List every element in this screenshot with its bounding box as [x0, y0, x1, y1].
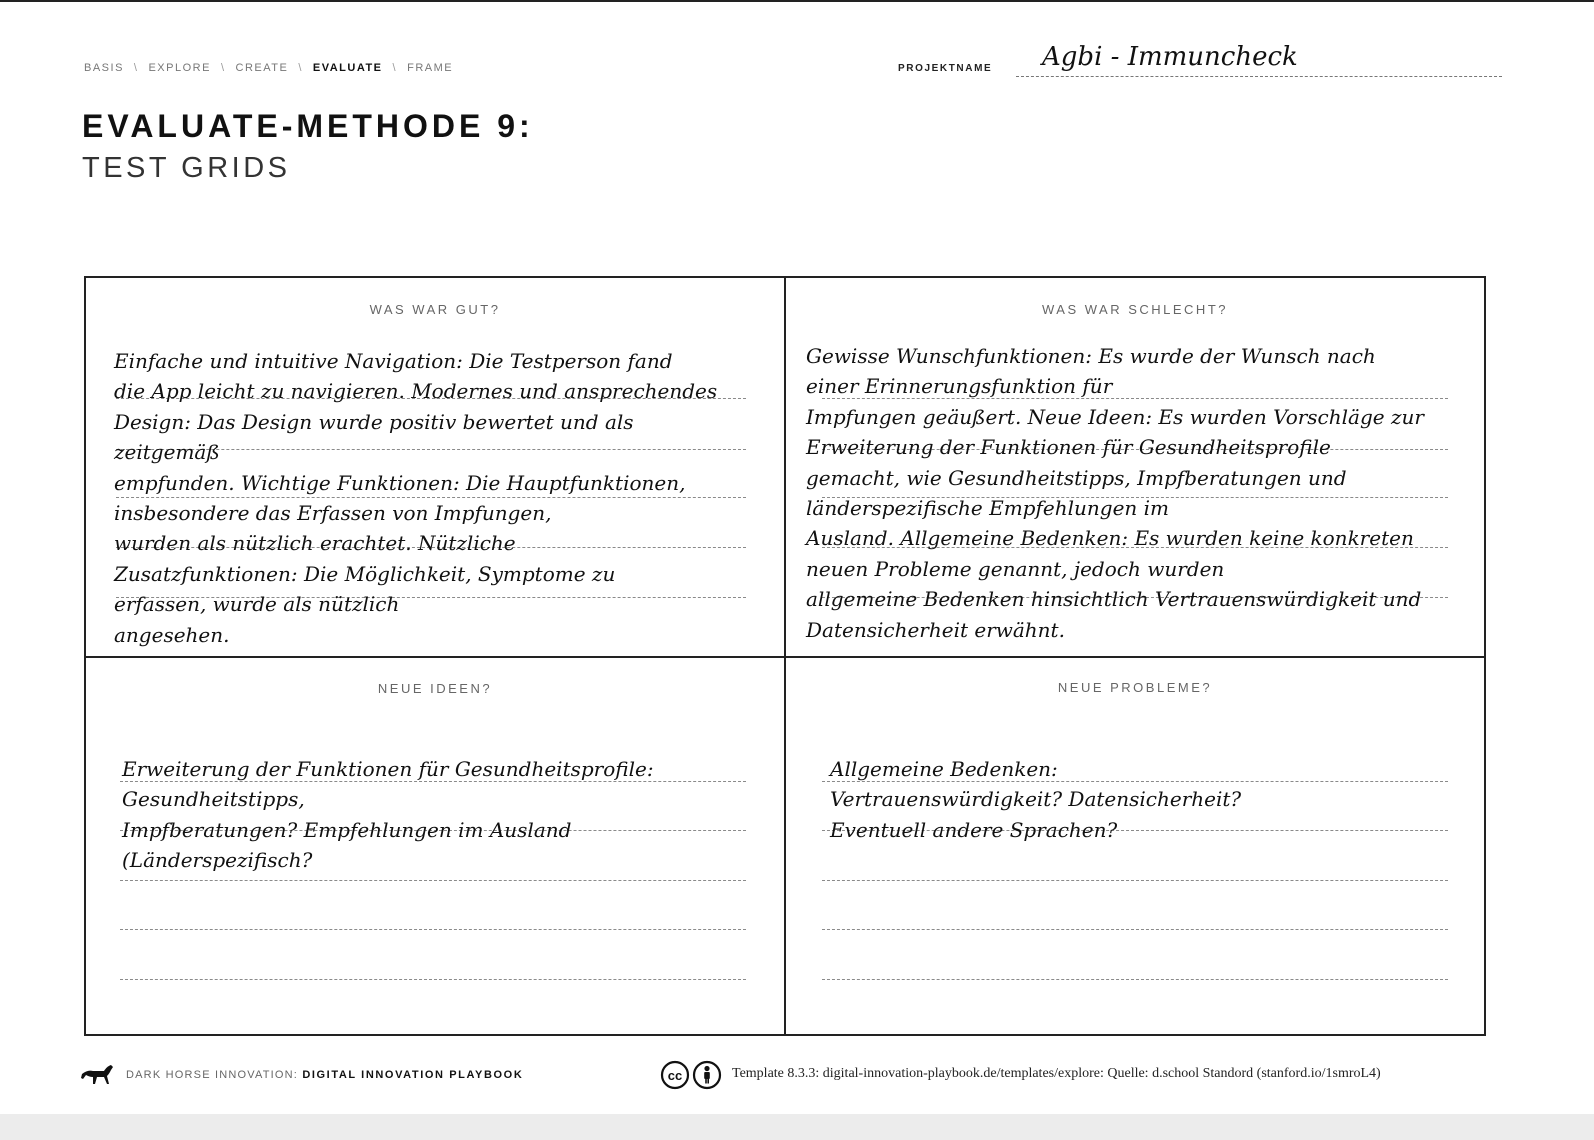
- project-name-line: [1016, 76, 1502, 77]
- breadcrumb-basis[interactable]: BASIS: [84, 62, 124, 74]
- writing-line: [120, 880, 746, 881]
- breadcrumb-create[interactable]: CREATE: [235, 62, 289, 74]
- quadrant-good-label: WAS WAR GUT?: [369, 302, 501, 317]
- breadcrumb-separator: \: [220, 62, 226, 74]
- svg-text:cc: cc: [667, 1068, 683, 1083]
- writing-line: [120, 979, 746, 980]
- breadcrumb-separator: \: [133, 62, 139, 74]
- creative-commons-icon: [660, 1060, 724, 1090]
- page-subtitle: TEST GRIDS: [82, 152, 291, 184]
- footer-brand: [126, 1069, 523, 1081]
- top-border: [0, 0, 1594, 2]
- breadcrumb-explore[interactable]: EXPLORE: [148, 62, 211, 74]
- breadcrumb-frame[interactable]: FRAME: [407, 62, 454, 74]
- footer-template-source: Template 8.3.3: digital-innovation-playbook.de/templates/explore: Quelle: d.school Standord (stanford.io/1smroL4): [732, 1066, 1381, 1081]
- breadcrumb: [84, 62, 453, 74]
- project-name-label: PROJEKTNAME: [898, 63, 993, 74]
- quadrant-problems-text[interactable]: Allgemeine Bedenken: Vertrauenswürdigkeit? Datensicherheit? Eventuell andere Sprachen?: [830, 757, 1242, 842]
- breadcrumb-separator: \: [298, 62, 303, 74]
- quadrant-good-text[interactable]: Einfache und intuitive Navigation: Die Testperson fand die App leicht zu navigieren. Modernes und ansprechendes Design: Das Design wurde positiv bewertet und als zeitgemäß empfunden. Wichtige Funktionen: Die Hauptfunktionen, insbesondere das Erfassen von Impfungen, wurden als nützlich erachtet. Nützliche Zusatzfunktionen: Die Möglichkeit, Symptome zu erfassen, wurde als nützlich angesehen.: [114, 349, 718, 647]
- writing-line: [822, 929, 1448, 930]
- quadrant-problems-label: NEUE PROBLEME?: [1057, 680, 1213, 695]
- page-title: EVALUATE-METHODE 9:: [82, 108, 534, 144]
- quadrant-bad-label: WAS WAR SCHLECHT?: [1042, 302, 1228, 317]
- breadcrumb-separator: \: [392, 62, 398, 74]
- bottom-strip: [0, 1114, 1594, 1140]
- breadcrumb-evaluate[interactable]: EVALUATE: [312, 62, 383, 74]
- writing-line: [822, 979, 1448, 980]
- writing-line: [822, 880, 1448, 881]
- quadrant-ideas-label: NEUE IDEEN?: [377, 681, 493, 696]
- quadrant-bad-text[interactable]: Gewisse Wunschfunktionen: Es wurde der Wunsch nach einer Erinnerungsfunktion für Impfungen geäußert. Neue Ideen: Es wurden Vorschläge zur Erweiterung der Funktionen für Gesundheitsprofile gemacht, wie Gesundheitstipps, Impfberatungen und länderspezifische Empfehlungen im Ausland. Allgemeine Bedenken: Es wurden keine konkreten neuen Probleme genannt, jedoch wurden allgemeine Bedenken hinsichtlich Vertrauenswürdigkeit und Datensicherheit erwähnt.: [806, 344, 1424, 642]
- project-name-field[interactable]: Agbi - Immuncheck: [1042, 42, 1298, 72]
- horse-icon: [80, 1062, 116, 1088]
- writing-line: [120, 929, 746, 930]
- grid-horizontal-divider: [84, 656, 1486, 658]
- footer-brand-name: DARK HORSE INNOVATION:: [126, 1069, 303, 1081]
- quadrant-ideas-text[interactable]: Erweiterung der Funktionen für Gesundheitsprofile: Gesundheitstipps, Impfberatungen? Empfehlungen im Ausland (Länderspezifisch?: [122, 757, 654, 873]
- footer-playbook-name: DIGITAL INNOVATION PLAYBOOK: [302, 1069, 524, 1081]
